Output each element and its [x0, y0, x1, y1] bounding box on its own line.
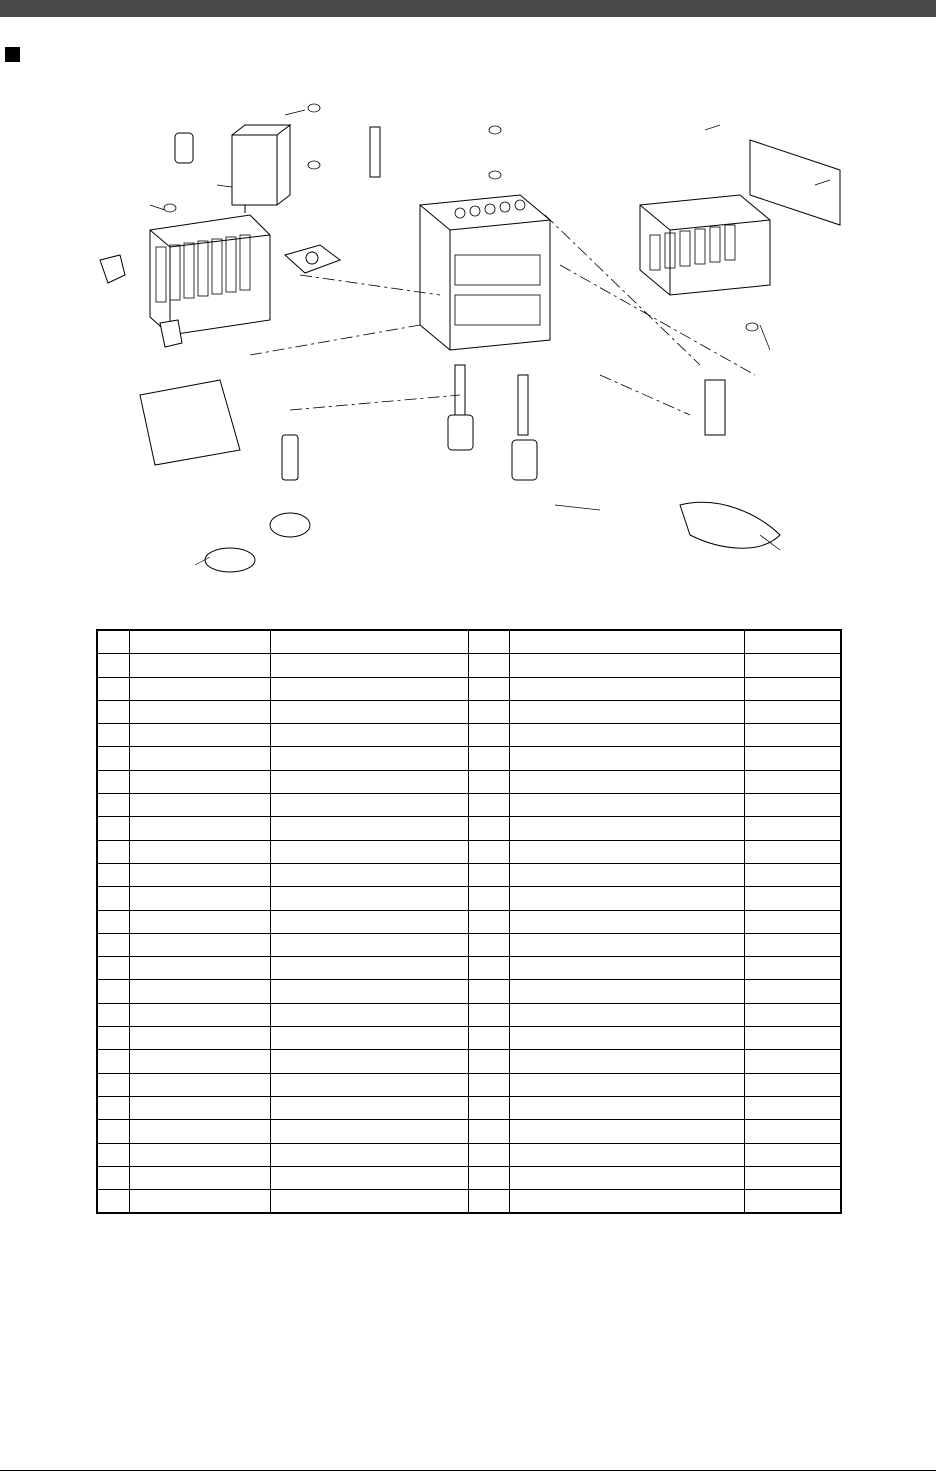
table-row: [97, 700, 841, 723]
table-cell: [509, 700, 744, 723]
table-cell: [270, 1096, 468, 1119]
table-row: [97, 654, 841, 677]
table-cell: [97, 910, 129, 933]
table-cell: [509, 957, 744, 980]
table-cell: [468, 980, 509, 1003]
table-cell: [468, 630, 509, 654]
table-cell: [97, 1120, 129, 1143]
table-cell: [468, 1073, 509, 1096]
table-cell: [744, 863, 841, 886]
table-row: [97, 863, 841, 886]
table-cell: [270, 747, 468, 770]
table-cell: [468, 794, 509, 817]
table-cell: [744, 1120, 841, 1143]
table-cell: [468, 654, 509, 677]
table-cell: [97, 1003, 129, 1026]
table-cell: [468, 1003, 509, 1026]
table-cell: [129, 1166, 270, 1189]
table-cell: [97, 863, 129, 886]
table-cell: [744, 1027, 841, 1050]
table-row: [97, 1027, 841, 1050]
table-row: [97, 1190, 841, 1214]
table-cell: [129, 700, 270, 723]
flange-plate: [285, 245, 340, 273]
table-cell: [129, 1050, 270, 1073]
table-row: [97, 677, 841, 700]
table-cell: [129, 910, 270, 933]
table-row: [97, 1143, 841, 1166]
table-cell: [744, 980, 841, 1003]
table-row: [97, 630, 841, 654]
table-cell: [97, 794, 129, 817]
table-cell: [129, 747, 270, 770]
table-cell: [97, 817, 129, 840]
table-cell: [270, 1120, 468, 1143]
table-row: [97, 1003, 841, 1026]
table-cell: [97, 887, 129, 910]
table-cell: [97, 980, 129, 1003]
parts-list-table: [96, 629, 842, 1214]
table-cell: [509, 1073, 744, 1096]
table-cell: [97, 840, 129, 863]
table-cell: [744, 817, 841, 840]
table-cell: [509, 1027, 744, 1050]
table-cell: [744, 630, 841, 654]
table-cell: [270, 654, 468, 677]
table-cell: [468, 887, 509, 910]
table-cell: [468, 817, 509, 840]
table-cell: [97, 630, 129, 654]
table-cell: [97, 1027, 129, 1050]
table-cell: [97, 770, 129, 793]
table-cell: [129, 887, 270, 910]
table-cell: [270, 770, 468, 793]
table-cell: [468, 747, 509, 770]
table-cell: [97, 1096, 129, 1119]
table-cell: [468, 910, 509, 933]
table-cell: [509, 747, 744, 770]
timing-belt-right: [680, 502, 780, 548]
table-cell: [468, 1096, 509, 1119]
table-cell: [744, 770, 841, 793]
table-cell: [270, 817, 468, 840]
table-cell: [129, 1003, 270, 1026]
table-cell: [97, 654, 129, 677]
table-cell: [468, 677, 509, 700]
table-row: [97, 1096, 841, 1119]
right-manifold-block: [640, 195, 770, 295]
table-row: [97, 1073, 841, 1096]
table-cell: [270, 677, 468, 700]
table-cell: [744, 933, 841, 956]
table-row: [97, 724, 841, 747]
table-cell: [270, 1073, 468, 1096]
table-row: [97, 910, 841, 933]
center-head-block: [420, 195, 550, 350]
table-cell: [129, 1143, 270, 1166]
table-cell: [509, 1003, 744, 1026]
table-cell: [270, 794, 468, 817]
table-cell: [270, 724, 468, 747]
table-cell: [744, 794, 841, 817]
table-cell: [129, 817, 270, 840]
table-row: [97, 1120, 841, 1143]
table-row: [97, 933, 841, 956]
sensor-bracket: [140, 380, 240, 465]
table-row: [97, 840, 841, 863]
header-bar: [0, 0, 936, 17]
connector-strip: [750, 140, 840, 225]
table-cell: [468, 1120, 509, 1143]
table-cell: [509, 677, 744, 700]
table-cell: [744, 910, 841, 933]
table-cell: [97, 1190, 129, 1214]
table-cell: [129, 863, 270, 886]
table-cell: [744, 1096, 841, 1119]
table-cell: [270, 1003, 468, 1026]
table-cell: [468, 957, 509, 980]
table-cell: [509, 1096, 744, 1119]
table-cell: [97, 933, 129, 956]
table-cell: [129, 794, 270, 817]
table-cell: [270, 1027, 468, 1050]
table-cell: [509, 980, 744, 1003]
table-cell: [744, 1003, 841, 1026]
table-cell: [744, 1166, 841, 1189]
table-cell: [509, 770, 744, 793]
table-cell: [468, 1143, 509, 1166]
table-cell: [270, 1166, 468, 1189]
table-cell: [509, 887, 744, 910]
table-cell: [270, 1143, 468, 1166]
table-cell: [97, 724, 129, 747]
table-cell: [744, 1143, 841, 1166]
table-row: [97, 887, 841, 910]
table-cell: [744, 957, 841, 980]
table-cell: [270, 1050, 468, 1073]
table-cell: [129, 1190, 270, 1214]
exploded-parts-diagram: [0, 95, 936, 585]
table-cell: [744, 1190, 841, 1214]
table-cell: [129, 677, 270, 700]
table-cell: [509, 817, 744, 840]
table-cell: [270, 910, 468, 933]
table-cell: [270, 863, 468, 886]
table-cell: [468, 1166, 509, 1189]
table-cell: [129, 933, 270, 956]
table-cell: [744, 887, 841, 910]
table-cell: [97, 1073, 129, 1096]
table-cell: [270, 700, 468, 723]
table-cell: [97, 957, 129, 980]
servo-motor: [232, 125, 290, 213]
table-cell: [744, 677, 841, 700]
table-cell: [129, 1027, 270, 1050]
table-cell: [509, 1190, 744, 1214]
table-row: [97, 770, 841, 793]
table-row: [97, 794, 841, 817]
table-cell: [509, 910, 744, 933]
table-cell: [129, 1073, 270, 1096]
table-cell: [509, 1166, 744, 1189]
table-cell: [270, 933, 468, 956]
table-cell: [468, 1027, 509, 1050]
table-cell: [509, 794, 744, 817]
coupler: [175, 133, 193, 163]
table-cell: [270, 887, 468, 910]
table-cell: [97, 1143, 129, 1166]
table-cell: [129, 654, 270, 677]
table-row: [97, 1166, 841, 1189]
table-cell: [270, 957, 468, 980]
table-cell: [468, 724, 509, 747]
table-cell: [744, 654, 841, 677]
table-cell: [97, 747, 129, 770]
left-manifold-block: [150, 215, 270, 335]
table-cell: [97, 700, 129, 723]
table-cell: [468, 840, 509, 863]
table-cell: [129, 980, 270, 1003]
table-cell: [509, 1143, 744, 1166]
table-cell: [509, 933, 744, 956]
pulley: [270, 513, 310, 537]
table-row: [97, 1050, 841, 1073]
table-cell: [129, 840, 270, 863]
table-cell: [468, 1050, 509, 1073]
table-row: [97, 747, 841, 770]
table-cell: [270, 840, 468, 863]
table-cell: [468, 1190, 509, 1214]
table-cell: [744, 1073, 841, 1096]
table-cell: [509, 1120, 744, 1143]
table-row: [97, 957, 841, 980]
table-cell: [270, 630, 468, 654]
table-cell: [744, 724, 841, 747]
table-cell: [509, 840, 744, 863]
table-cell: [129, 630, 270, 654]
table-cell: [468, 863, 509, 886]
table-cell: [97, 677, 129, 700]
table-row: [97, 817, 841, 840]
table-cell: [468, 933, 509, 956]
right-bracket: [705, 380, 725, 435]
table-cell: [129, 1096, 270, 1119]
table-cell: [97, 1050, 129, 1073]
table-cell: [509, 724, 744, 747]
timing-belt-left: [205, 548, 255, 572]
section-marker-icon: [5, 47, 20, 62]
table-cell: [509, 863, 744, 886]
table-cell: [509, 630, 744, 654]
table-cell: [129, 957, 270, 980]
table-cell: [129, 1120, 270, 1143]
table-cell: [97, 1166, 129, 1189]
table-cell: [468, 700, 509, 723]
table-cell: [744, 700, 841, 723]
table-cell: [129, 770, 270, 793]
table-cell: [744, 747, 841, 770]
table-cell: [468, 770, 509, 793]
table-cell: [744, 1050, 841, 1073]
table-row: [97, 980, 841, 1003]
table-cell: [744, 840, 841, 863]
table-cell: [270, 980, 468, 1003]
table-cell: [509, 1050, 744, 1073]
table-cell: [270, 1190, 468, 1214]
footer-rule: [0, 1470, 936, 1471]
table-cell: [129, 724, 270, 747]
table-cell: [509, 654, 744, 677]
